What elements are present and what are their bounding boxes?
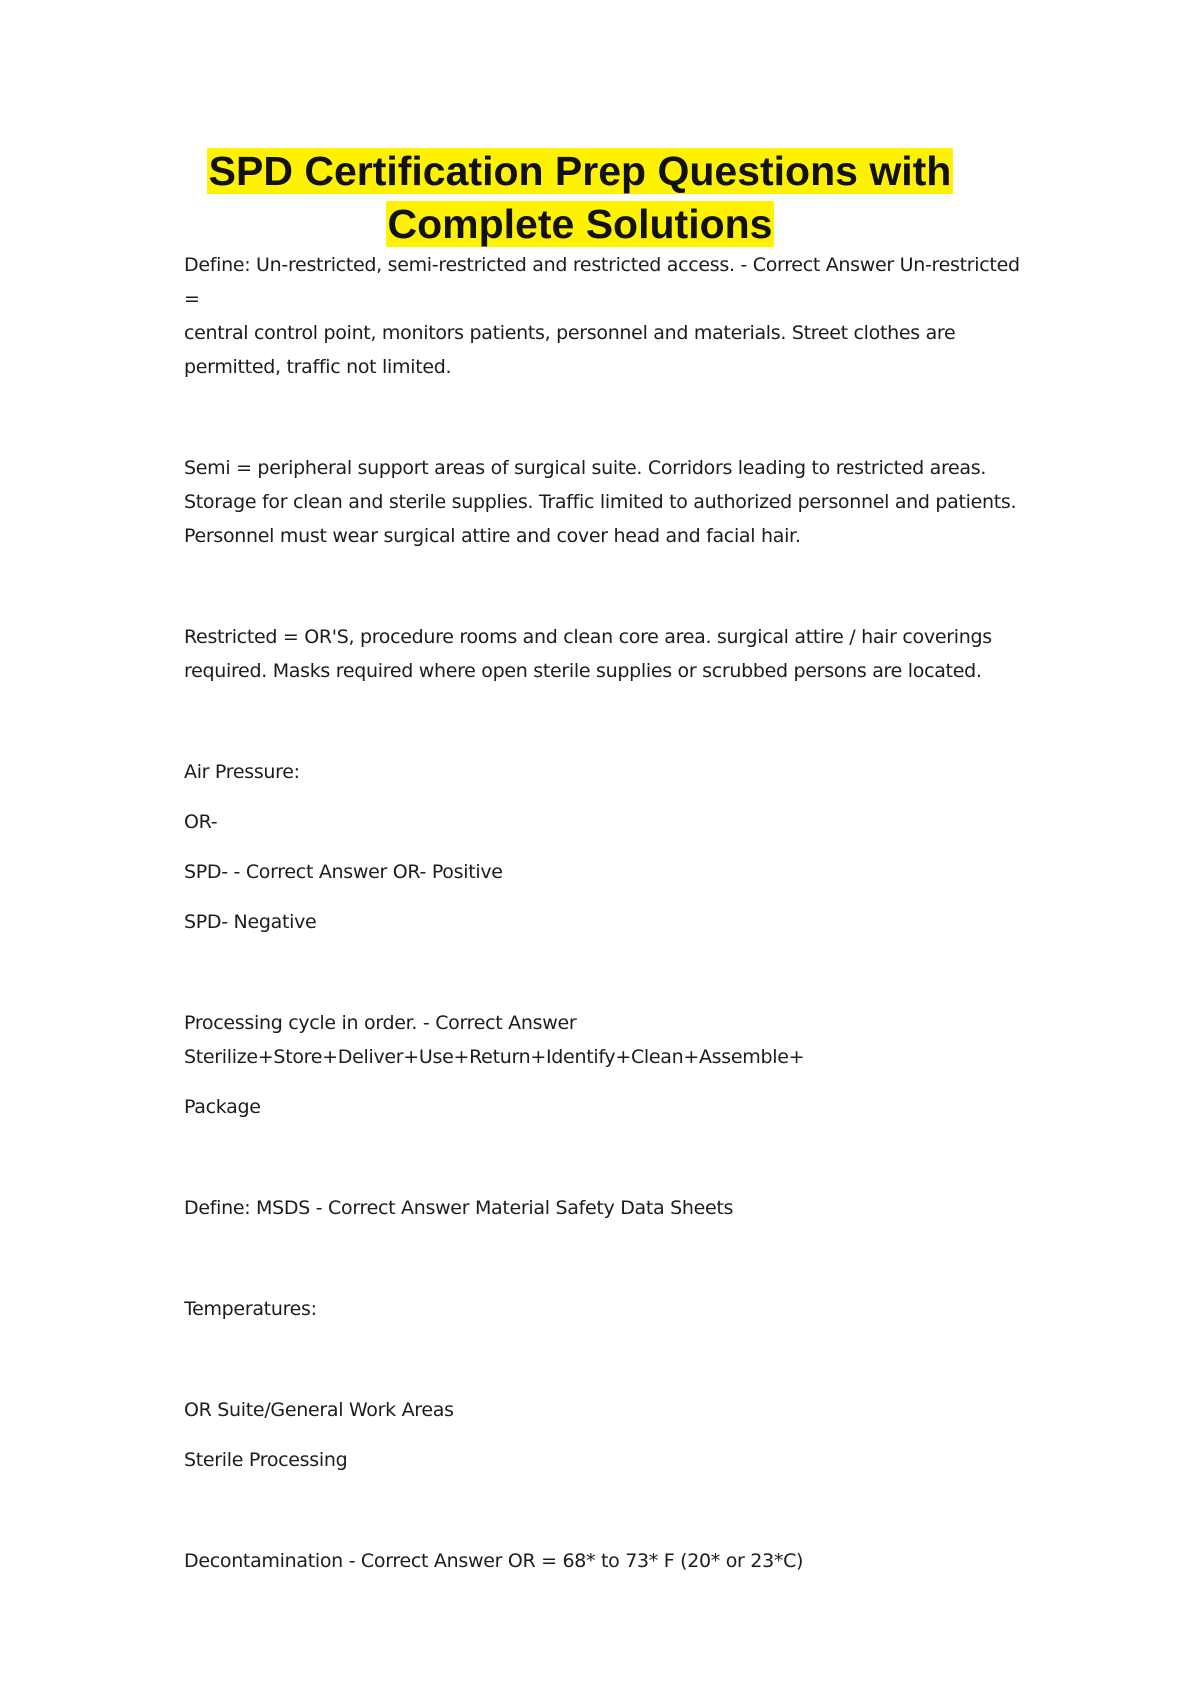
text-line: SPD- - Correct Answer OR- Positive (184, 861, 503, 883)
text-line: Air Pressure: (184, 761, 300, 783)
text-line: Sterilize+Store+Deliver+Use+Return+Identify+Clean+Assemble+ (184, 1046, 805, 1068)
text-line: Restricted = OR'S, procedure rooms and clean core area. surgical attire / hair coverings (184, 626, 992, 648)
text-line: Semi = peripheral support areas of surgical suite. Corridors leading to restricted areas. (184, 457, 987, 479)
text-line: Package (184, 1096, 261, 1118)
text-line: Sterile Processing (184, 1449, 348, 1471)
text-line: required. Masks required where open sterile supplies or scrubbed persons are located. (184, 660, 982, 682)
semi-restricted-paragraph (184, 451, 1024, 553)
qa-decontamination (184, 1544, 1024, 1578)
text-line: central control point, monitors patients, personnel and materials. Street clothes are (184, 322, 956, 344)
text-line: Processing cycle in order. - Correct Answer (184, 1012, 577, 1034)
restricted-paragraph (184, 620, 1024, 688)
qa-access-definition (184, 248, 1024, 384)
text-line: SPD- Negative (184, 911, 317, 933)
title-line-1: SPD Certification Prep Questions with (208, 148, 952, 194)
text-line: permitted, traffic not limited. (184, 356, 452, 378)
text-line: Decontamination - Correct Answer OR = 68* to 73* F (20* or 23*C) (184, 1550, 804, 1572)
title-line-2: Complete Solutions (387, 201, 773, 247)
document-title (150, 145, 1010, 251)
text-line: Storage for clean and sterile supplies. Traffic limited to authorized personnel and patients. (184, 491, 1017, 513)
qa-temperatures (184, 1292, 1024, 1477)
qa-air-pressure (184, 755, 1024, 939)
text-line: OR Suite/General Work Areas (184, 1399, 454, 1421)
document-body (184, 248, 1024, 1578)
qa-msds (184, 1191, 1024, 1225)
text-line: Personnel must wear surgical attire and cover head and facial hair. (184, 525, 801, 547)
text-line: Temperatures: (184, 1298, 317, 1320)
text-line: Define: MSDS - Correct Answer Material Safety Data Sheets (184, 1197, 734, 1219)
text-line: OR- (184, 811, 218, 833)
text-line: Define: Un-restricted, semi-restricted and restricted access. - Correct Answer Un-restricted = (184, 254, 1020, 310)
qa-processing-cycle (184, 1006, 1024, 1124)
